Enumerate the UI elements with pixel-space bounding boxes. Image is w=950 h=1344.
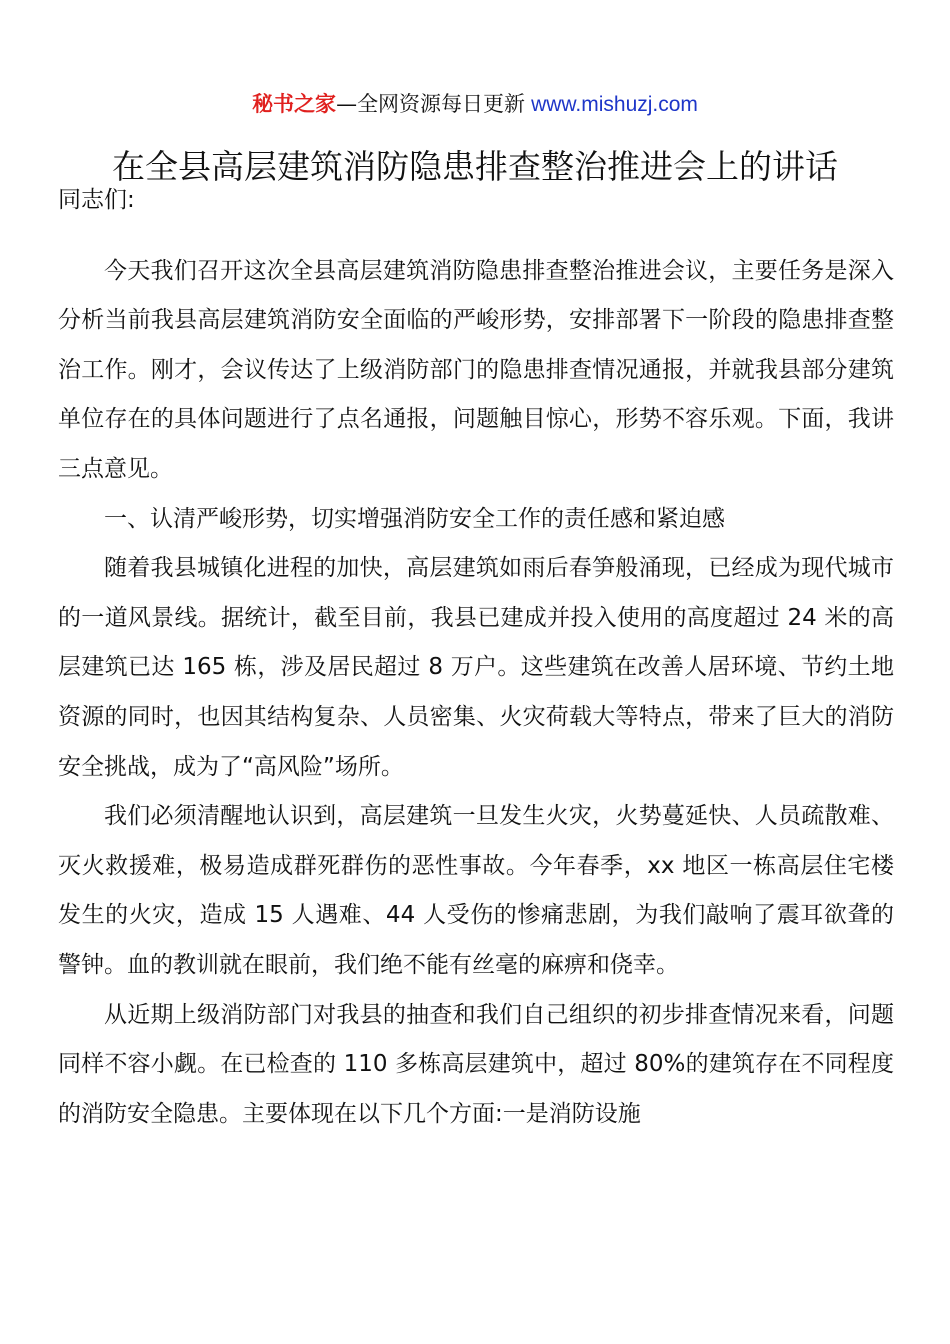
salutation: 同志们: <box>58 187 135 213</box>
site-brand: 秘书之家 <box>252 92 337 116</box>
paragraph-fire-risk: 我们必须清醒地认识到，高层建筑一旦发生火灾，火势蔓延快、人员疏散难、灭火救援难，极易造成群死群伤的恶性事故。今年春季，xx 地区一栋高层住宅楼发生的火灾，造成 15 人遇难、44 人受伤的惨痛悲剧，为我们敲响了震耳欲聋的警钟。血的教训就在眼前，我们绝不能有丝毫的麻痹和侥幸。 <box>58 803 894 978</box>
document-title: 在全县高层建筑消防隐患排查整治推进会上的讲话 <box>112 147 838 186</box>
site-header <box>0 88 950 121</box>
paragraph-inspection: 从近期上级消防部门对我县的抽查和我们自己组织的初步排查情况来看，问题同样不容小觑。在已检查的 110 多栋高层建筑中，超过 80%的建筑存在不同程度的消防安全隐患。主要体现在以下几个方面:一是消防设施 <box>58 1001 894 1127</box>
document-body <box>58 170 894 1139</box>
section-heading-1: 一、认清严峻形势，切实增强消防安全工作的责任感和紧迫感 <box>104 505 725 532</box>
site-tagline: —全网资源每日更新 <box>336 92 526 116</box>
site-url-link[interactable]: www.mishuzj.com <box>531 93 698 116</box>
paragraph-urbanization: 随着我县城镇化进程的加快，高层建筑如雨后春笋般涌现，已经成为现代城市的一道风景线。据统计，截至目前，我县已建成并投入使用的高度超过 24 米的高层建筑已达 165 栋，涉及居民超过 8 万户。这些建筑在改善人居环境、节约土地资源的同时，也因其结构复杂、人员密集、火灾荷载大等特点，带来了巨大的消防安全挑战，成为了“高风险”场所。 <box>58 555 894 780</box>
paragraph-opening: 今天我们召开这次全县高层建筑消防隐患排查整治推进会议，主要任务是深入分析当前我县高层建筑消防安全面临的严峻形势，安排部署下一阶段的隐患排查整治工作。刚才，会议传达了上级消防部门的隐患排查情况通报，并就我县部分建筑单位存在的具体问题进行了点名通报，问题触目惊心，形势不容乐观。下面，我讲三点意见。 <box>58 257 894 482</box>
